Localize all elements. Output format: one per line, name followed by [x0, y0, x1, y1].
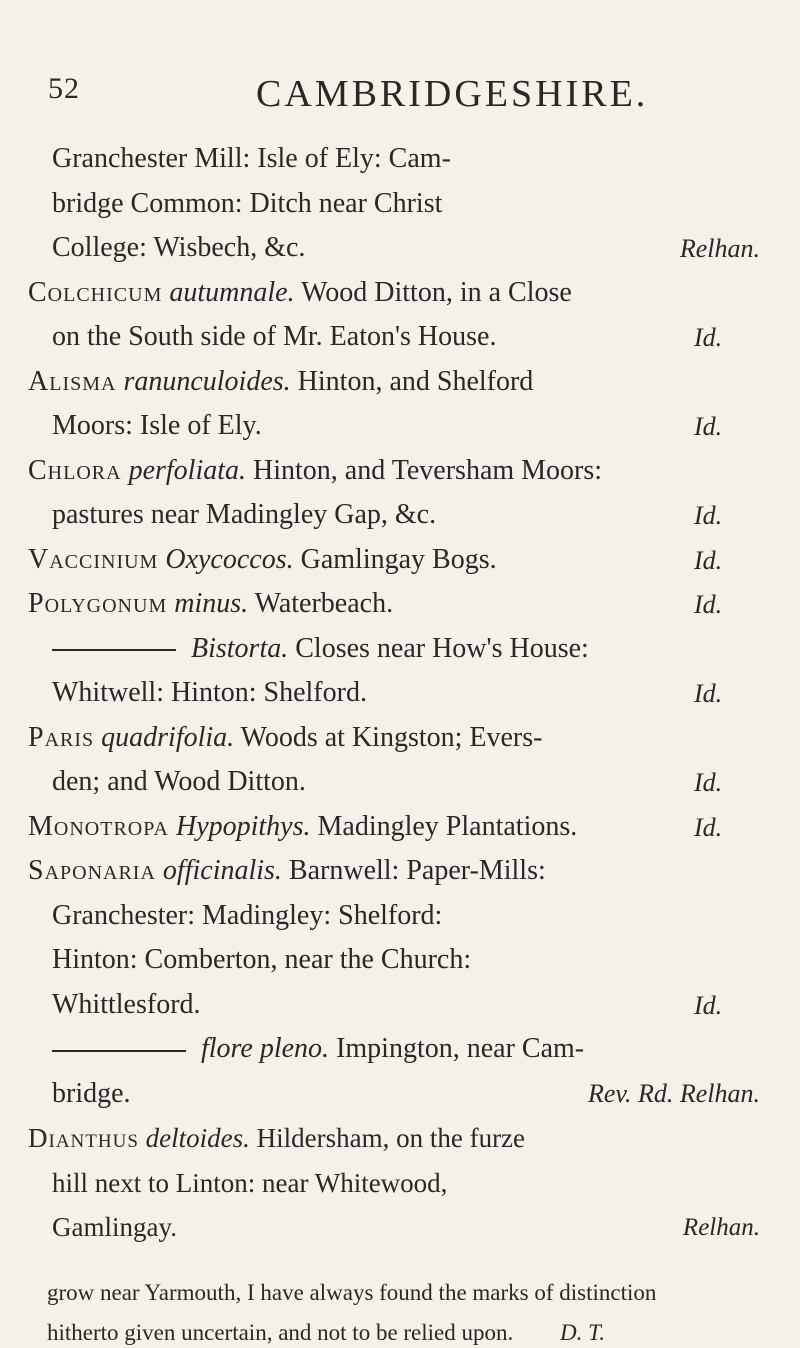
entry-line: Gamlingay Bogs. — [300, 543, 497, 575]
entry-line: Moors: Isle of Ely. — [52, 410, 262, 442]
footnote-line: grow near Yarmouth, I have always found the marks of distinction — [47, 1280, 657, 1306]
entry-line: Hinton, and Shelford — [297, 365, 534, 397]
ditto-dash — [52, 649, 176, 651]
genus: Monotropa — [28, 810, 169, 842]
entry-line: Madingley Plantations. — [317, 810, 578, 842]
species: quadrifolia. — [101, 721, 235, 753]
entry-line: Hildersham, on the furze — [256, 1123, 526, 1154]
authority: Id. — [694, 411, 723, 441]
authority: Id. — [694, 812, 723, 842]
species: flore pleno. — [201, 1033, 330, 1065]
genus: Colchicum — [28, 276, 163, 308]
page-header — [48, 62, 748, 122]
genus: Polygonum — [28, 588, 168, 620]
entry-line: Whittlesford. — [52, 988, 201, 1020]
authority: Relhan. — [682, 1214, 760, 1242]
species: Bistorta. — [191, 632, 289, 664]
page-number: 52 — [48, 72, 80, 105]
entry-line: Gamlingay. — [52, 1212, 177, 1243]
running-title: CAMBRIDGESHIRE. — [256, 73, 649, 115]
entry-line: on the South side of Mr. Eaton's House. — [52, 321, 497, 353]
ditto-dash — [52, 1050, 186, 1052]
species: perfoliata. — [128, 454, 247, 486]
authority: Id. — [694, 590, 723, 620]
species: Hypopithys. — [175, 810, 311, 842]
authority: Id. — [694, 322, 723, 352]
footnote-signature: D. T. — [560, 1320, 605, 1346]
authority: Id. — [694, 679, 723, 709]
species: minus. — [174, 588, 249, 620]
genus: Saponaria — [28, 855, 156, 887]
authority: Id. — [694, 545, 723, 575]
entry-line: bridge Common: Ditch near Christ — [52, 187, 443, 219]
entry-line: Impington, near Cam- — [336, 1033, 585, 1065]
entry-line: Waterbeach. — [254, 588, 394, 620]
entry-line: Granchester Mill: Isle of Ely: Cam- — [52, 143, 451, 174]
species: Oxycoccos. — [165, 543, 294, 575]
entry-line: Woods at Kingston; Evers- — [240, 721, 543, 753]
authority: Id. — [694, 501, 723, 531]
entry-line: Hinton: Comberton, near the Church: — [52, 944, 472, 976]
footnote-line: hitherto given uncertain, and not to be relied upon. — [47, 1320, 514, 1346]
entry-line: Granchester: Madingley: Shelford: — [52, 899, 443, 931]
entry-line: Whitwell: Hinton: Shelford. — [52, 677, 367, 709]
entry-line: Closes near How's House: — [295, 632, 589, 664]
entry-line: hill next to Linton: near Whitewood, — [52, 1167, 448, 1198]
authority: Id. — [694, 990, 723, 1020]
entry-line: den; and Wood Ditton. — [52, 766, 306, 798]
genus: Vaccinium — [28, 543, 159, 575]
species: ranunculoides. — [123, 365, 291, 397]
genus: Chlora — [28, 454, 122, 486]
species: officinalis. — [162, 855, 282, 887]
authority: Rev. Rd. Relhan. — [587, 1078, 760, 1108]
genus: Dianthus — [28, 1123, 139, 1154]
species: autumnale. — [169, 276, 295, 308]
entry-line: Wood Ditton, in a Close — [301, 276, 572, 308]
genus: Paris — [28, 721, 95, 753]
entry-line: Barnwell: Paper-Mills: — [288, 855, 546, 887]
entry-line: College: Wisbech, &c. — [52, 232, 306, 264]
authority: Relhan. — [679, 233, 760, 263]
entry-line: bridge. — [52, 1077, 131, 1109]
species: deltoides. — [145, 1123, 250, 1154]
genus: Alisma — [28, 365, 117, 397]
entry-line: pastures near Madingley Gap, &c. — [52, 499, 437, 531]
entry-line: Hinton, and Teversham Moors: — [253, 454, 603, 486]
authority: Id. — [694, 768, 723, 798]
